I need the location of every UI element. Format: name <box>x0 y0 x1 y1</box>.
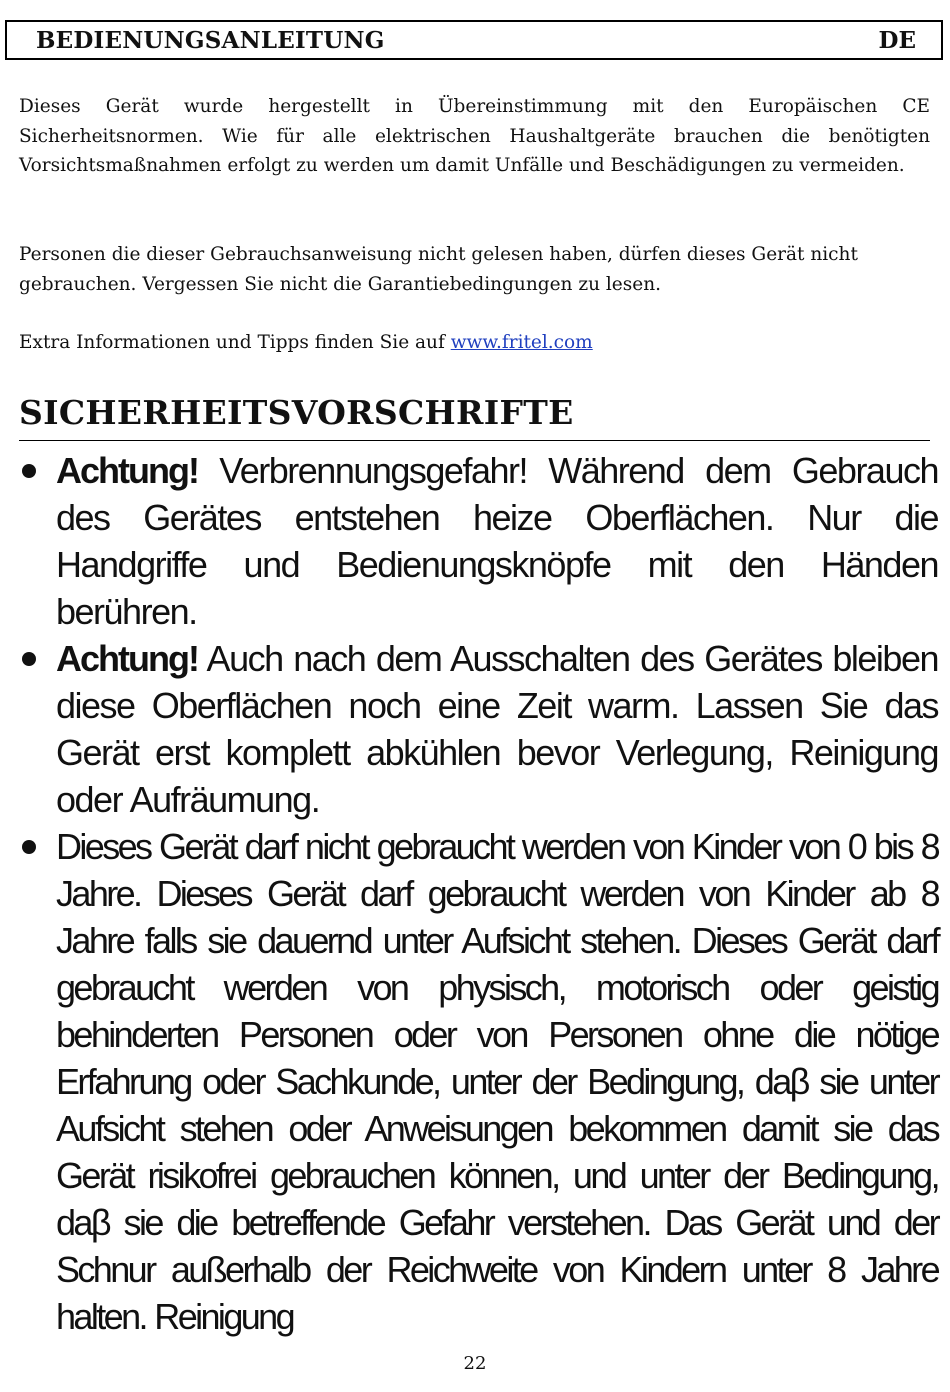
safety-item-body: Verbrennungsgefahr! Während dem Gebrauch des Gerätes entstehen heize Oberflächen. Nur die Handgriffe und Bedienungsknöpfe mit den Händen berühren. <box>56 450 938 632</box>
safety-item <box>0 635 950 823</box>
intro-paragraph-1: Dieses Gerät wurde hergestellt in Übereinstimmung mit den Europäischen CE Sicherheitsnormen. Wie für alle elektrischen Haushaltgeräte brauchen die benötigten Vorsichtsmaßnahmen erfolgt zu werden um damit Unfälle und Beschädigungen zu vermeiden. <box>19 96 930 176</box>
intro-paragraph-2: Personen die dieser Gebrauchsanweisung nicht gelesen haben, dürfen dieses Gerät nicht gebrauchen. Vergessen Sie nicht die Garantiebedingungen zu lesen. <box>19 244 858 295</box>
safety-item-body: Auch nach dem Ausschalten des Gerätes bleiben diese Oberflächen noch eine Zeit warm. Lassen Sie das Gerät erst komplett abkühlen bevor Verlegung, Reinigung oder Aufräumung. <box>56 638 938 820</box>
header-title: BEDIENUNGSANLEITUNG <box>36 27 385 54</box>
website-link[interactable]: www.fritel.com <box>450 332 593 353</box>
bullet-icon <box>22 840 36 854</box>
safety-item <box>0 823 950 1340</box>
safety-item-text <box>56 635 938 823</box>
language-code: DE <box>878 27 916 54</box>
safety-item-text <box>56 823 938 1340</box>
warning-label: Achtung! <box>56 450 198 491</box>
page-number: 22 <box>463 1353 487 1374</box>
safety-item-text <box>56 447 938 635</box>
section-heading: SICHERHEITSVORSCHRIFTE <box>19 393 574 432</box>
extra-info-line <box>19 328 930 358</box>
extra-info-text: Extra Informationen und Tipps finden Sie auf <box>19 332 451 353</box>
heading-underline <box>19 440 930 441</box>
bullet-icon <box>22 652 36 666</box>
safety-item-body: Dieses Gerät darf nicht gebraucht werden von Kinder von 0 bis 8 Jahre. Dieses Gerät darf gebraucht werden von Kinder ab 8 Jahre falls sie dauernd unter Aufsicht stehen. Dieses Gerät darf gebraucht werden von physisch, motorisch oder geistig behinderten Personen oder von Personen ohne die nötige Erfahrung oder Sachkunde, unter der Bedingung, daβ sie unter Aufsicht stehen oder Anweisungen bekommen damit sie das Gerät risikofrei gebrauchen können, und unter der Bedingung, daβ sie die betreffende Gefahr verstehen. Das Gerät und der Schnur außerhalb der Reichweite von Kindern unter 8 Jahre halten. Reinigung <box>56 826 938 1337</box>
warning-label: Achtung! <box>56 638 198 679</box>
bullet-icon <box>22 464 36 478</box>
document-header <box>5 20 943 60</box>
safety-list <box>0 447 950 1340</box>
safety-item <box>0 447 950 635</box>
